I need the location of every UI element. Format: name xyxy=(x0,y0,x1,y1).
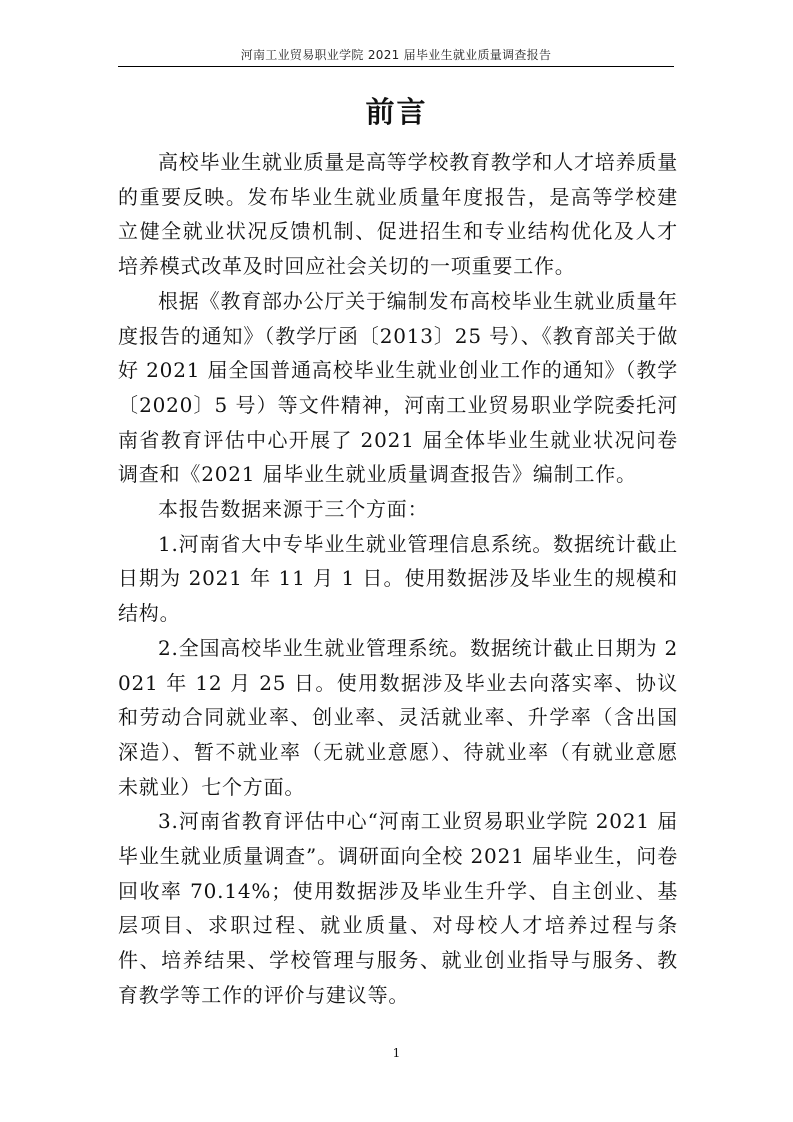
header-rule xyxy=(118,66,674,67)
body-text xyxy=(118,145,678,1013)
paragraph-source-1: 1.河南省大中专毕业生就业管理信息系统。数据统计截止日期为 2021 年 11 月 1 日。使用数据涉及毕业生的规模和结构。 xyxy=(118,531,678,626)
page-title: 前言 xyxy=(365,95,428,129)
running-header: 河南工业贸易职业学院 2021 届毕业生就业质量调查报告 xyxy=(240,48,552,62)
paragraph-basis: 根据《教育部办公厅关于编制发布高校毕业生就业质量年度报告的通知》（教学厅函〔2013〕25 号）、《教育部关于做好 2021 届全国普通高校毕业生就业创业工作的通知》（教学〔2020〕5 号）等文件精神，河南工业贸易职业学院委托河南省教育评估中心开展了 2021 届全体毕业生就业状况问卷调查和《2021 届毕业生就业质量调查报告》编制工作。 xyxy=(118,288,678,487)
paragraph-sources-intro: 本报告数据来源于三个方面： xyxy=(158,497,429,522)
paragraph-source-2: 2.全国高校毕业生就业管理系统。数据统计截止日期为 2021 年 12 月 25 日。使用数据涉及毕业去向落实率、协议和劳动合同就业率、创业率、灵活就业率、升学率（含出国深造）、暂不就业率（无就业意愿）、待就业率（有就业意愿未就业）七个方面。 xyxy=(118,635,678,799)
paragraph-intro: 高校毕业生就业质量是高等学校教育教学和人才培养质量的重要反映。发布毕业生就业质量年度报告，是高等学校建立健全就业状况反馈机制、促进招生和专业结构优化及人才培养模式改革及时回应社会关切的一项重要工作。 xyxy=(118,150,678,279)
paragraph-source-3: 3.河南省教育评估中心“河南工业贸易职业学院 2021 届毕业生就业质量调查”。调研面向全校 2021 届毕业生，问卷回收率 70.14%；使用数据涉及毕业生升学、自主创业、基层项目、求职过程、就业质量、对母校人才培养过程与条件、培养结果、学校管理与服务、就业创业指导与服务、教育教学等工作的评价与建议等。 xyxy=(118,809,678,1007)
page-number: 1 xyxy=(392,1046,401,1060)
